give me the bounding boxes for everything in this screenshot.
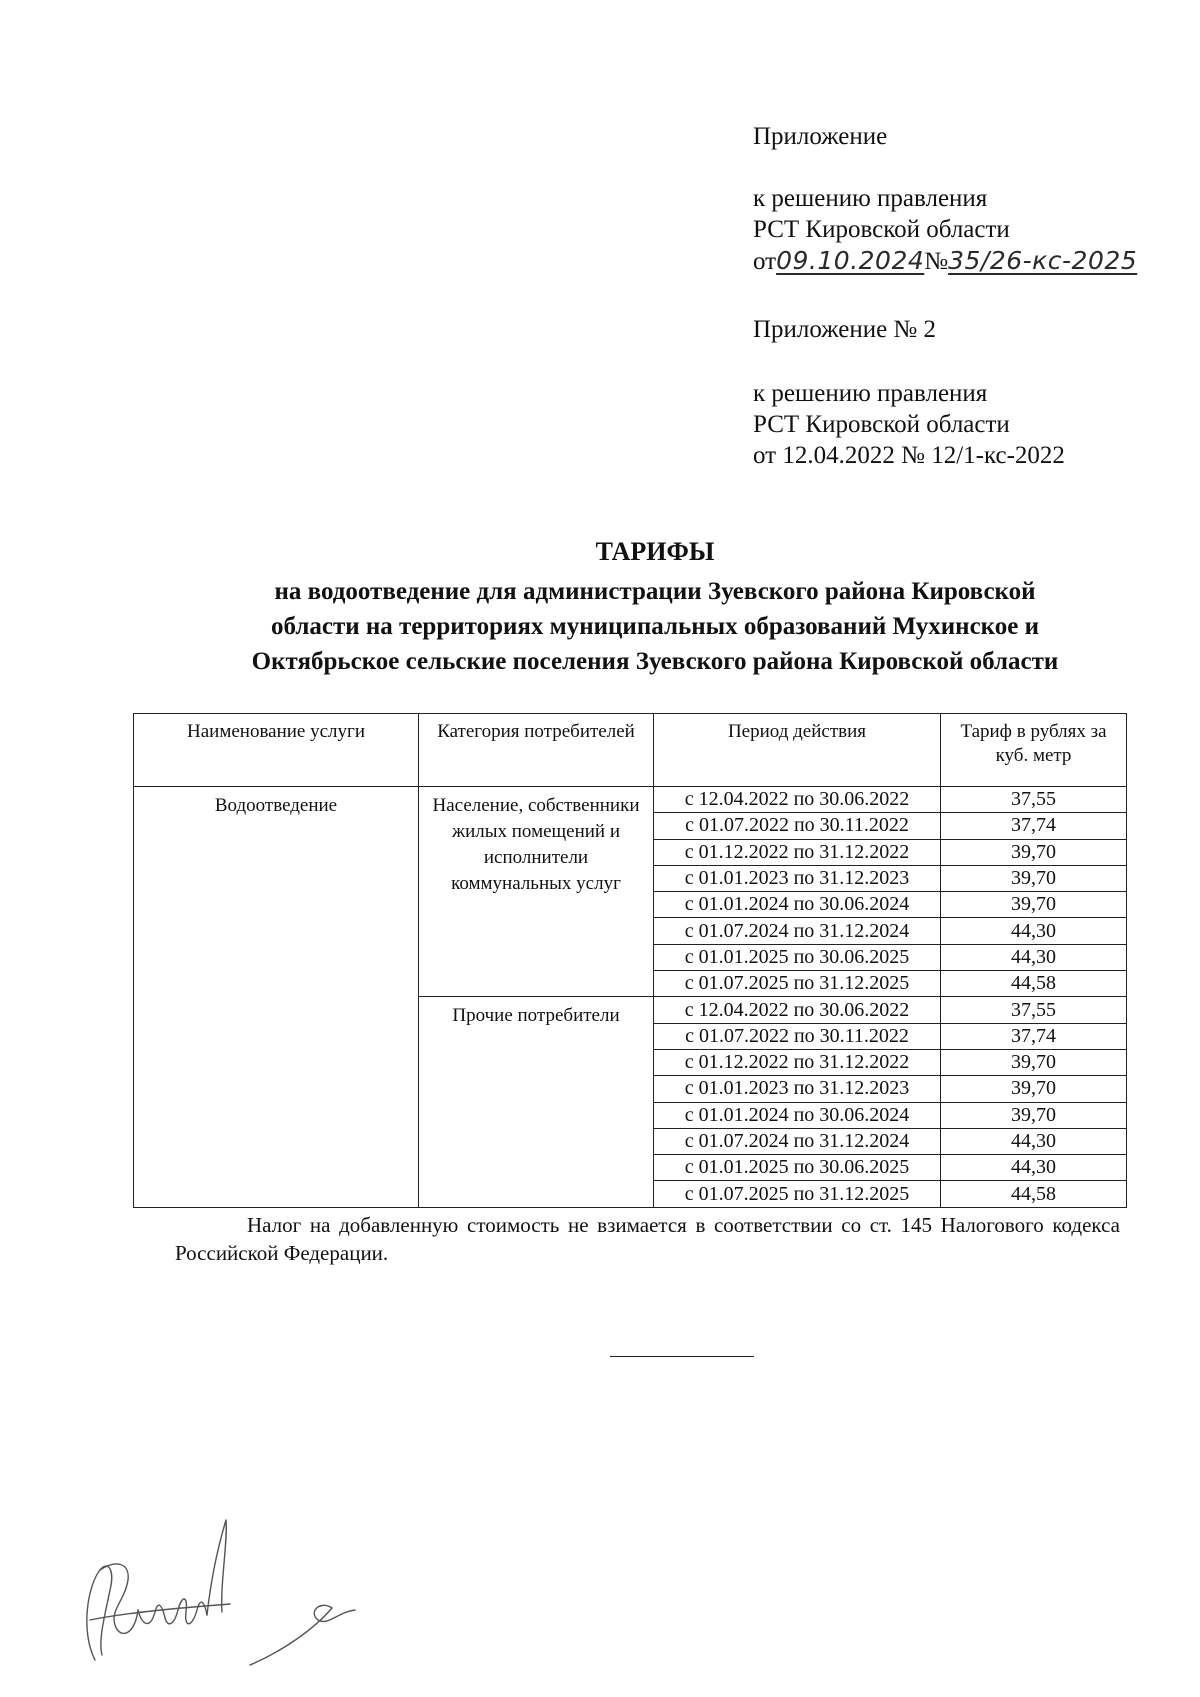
document-title: ТАРИФЫ [595, 537, 715, 566]
tariff-cell: 44,58 [941, 1181, 1127, 1207]
period-cell: с 12.04.2022 по 30.06.2022 [654, 787, 941, 813]
annex-label [753, 121, 887, 152]
tariff-cell: 39,70 [941, 839, 1127, 865]
tariff-cell: 44,30 [941, 1128, 1127, 1154]
tariff-cell: 37,55 [941, 787, 1127, 813]
subtitle-line-2: области на территориях муниципальных образований Мухинское и [270, 613, 1040, 640]
tariff-cell: 44,30 [941, 918, 1127, 944]
category-cell: Население, собственники жилых помещений и исполнители коммунальных услуг [419, 787, 654, 997]
tariff-cell: 37,74 [941, 1023, 1127, 1049]
number-sign: № [924, 248, 949, 275]
from-prefix: от [753, 248, 777, 275]
period-cell: с 01.01.2024 по 30.06.2024 [654, 1102, 941, 1128]
period-cell: с 01.07.2025 по 31.12.2025 [654, 1181, 941, 1207]
tariff-cell: 39,70 [941, 1076, 1127, 1102]
category-cell: Прочие потребители [419, 997, 654, 1207]
period-cell: с 01.01.2025 по 30.06.2025 [654, 1155, 941, 1181]
tariff-table [133, 713, 1127, 1208]
table-row [134, 787, 1127, 813]
annex-reference [753, 183, 1137, 277]
period-cell: с 01.07.2022 по 30.11.2022 [654, 813, 941, 839]
tariff-cell: 39,70 [941, 892, 1127, 918]
vat-note: Налог на добавленную стоимость не взимается в соответствии со ст. 145 Налогового кодекса Российской Федерации. [175, 1213, 1120, 1265]
original-line-3: от 12.04.2022 № 12/1-кс-2022 [753, 442, 1065, 469]
period-cell: с 01.12.2022 по 31.12.2022 [654, 839, 941, 865]
service-name-cell: Водоотведение [134, 787, 419, 1208]
table-body [134, 787, 1127, 1208]
original-line-2: РСТ Кировской области [753, 411, 1010, 438]
period-cell: с 01.01.2024 по 30.06.2024 [654, 892, 941, 918]
document-subtitle [180, 574, 1130, 679]
tariff-cell: 37,55 [941, 997, 1127, 1023]
period-cell: с 01.01.2023 по 31.12.2023 [654, 1076, 941, 1102]
column-header-service: Наименование услуги [134, 714, 419, 787]
period-cell: с 01.01.2025 по 30.06.2025 [654, 944, 941, 970]
annex-line-3 [753, 245, 1137, 277]
tariff-cell: 44,30 [941, 1155, 1127, 1181]
period-cell: с 01.07.2024 по 31.12.2024 [654, 918, 941, 944]
period-cell: с 01.07.2024 по 31.12.2024 [654, 1128, 941, 1154]
tariff-cell: 44,58 [941, 971, 1127, 997]
original-annex-label [753, 314, 936, 345]
period-cell: с 01.01.2023 по 31.12.2023 [654, 865, 941, 891]
column-header-tariff: Тариф в рублях за куб. метр [941, 714, 1127, 787]
column-header-period: Период действия [654, 714, 941, 787]
tariff-cell: 37,74 [941, 813, 1127, 839]
annex-line-2: РСТ Кировской области [753, 216, 1010, 243]
original-annex-title: Приложение № 2 [753, 316, 937, 343]
tariff-cell: 39,70 [941, 1102, 1127, 1128]
tariff-cell: 44,30 [941, 944, 1127, 970]
period-cell: с 12.04.2022 по 30.06.2022 [654, 997, 941, 1023]
annex-line-1: к решению правления [753, 185, 988, 212]
period-cell: с 01.07.2025 по 31.12.2025 [654, 971, 941, 997]
handwritten-date: 09.10.2024 [776, 246, 925, 275]
tariff-cell: 39,70 [941, 1049, 1127, 1075]
handwritten-number: 35/26-кс-2025 [948, 246, 1138, 275]
end-divider [610, 1356, 754, 1357]
original-line-1: к решению правления [753, 380, 988, 407]
table-header-row [134, 714, 1127, 787]
signature-icon [70, 1500, 370, 1670]
tariff-cell: 39,70 [941, 865, 1127, 891]
subtitle-line-1: на водоотведение для администрации Зуевского района Кировской [274, 578, 1036, 605]
period-cell: с 01.07.2022 по 30.11.2022 [654, 1023, 941, 1049]
original-annex-reference [753, 378, 1065, 471]
period-cell: с 01.12.2022 по 31.12.2022 [654, 1049, 941, 1075]
annex-title: Приложение [753, 123, 888, 150]
column-header-category: Категория потребителей [419, 714, 654, 787]
subtitle-line-3: Октябрьское сельские поселения Зуевского района Кировской области [251, 648, 1059, 675]
